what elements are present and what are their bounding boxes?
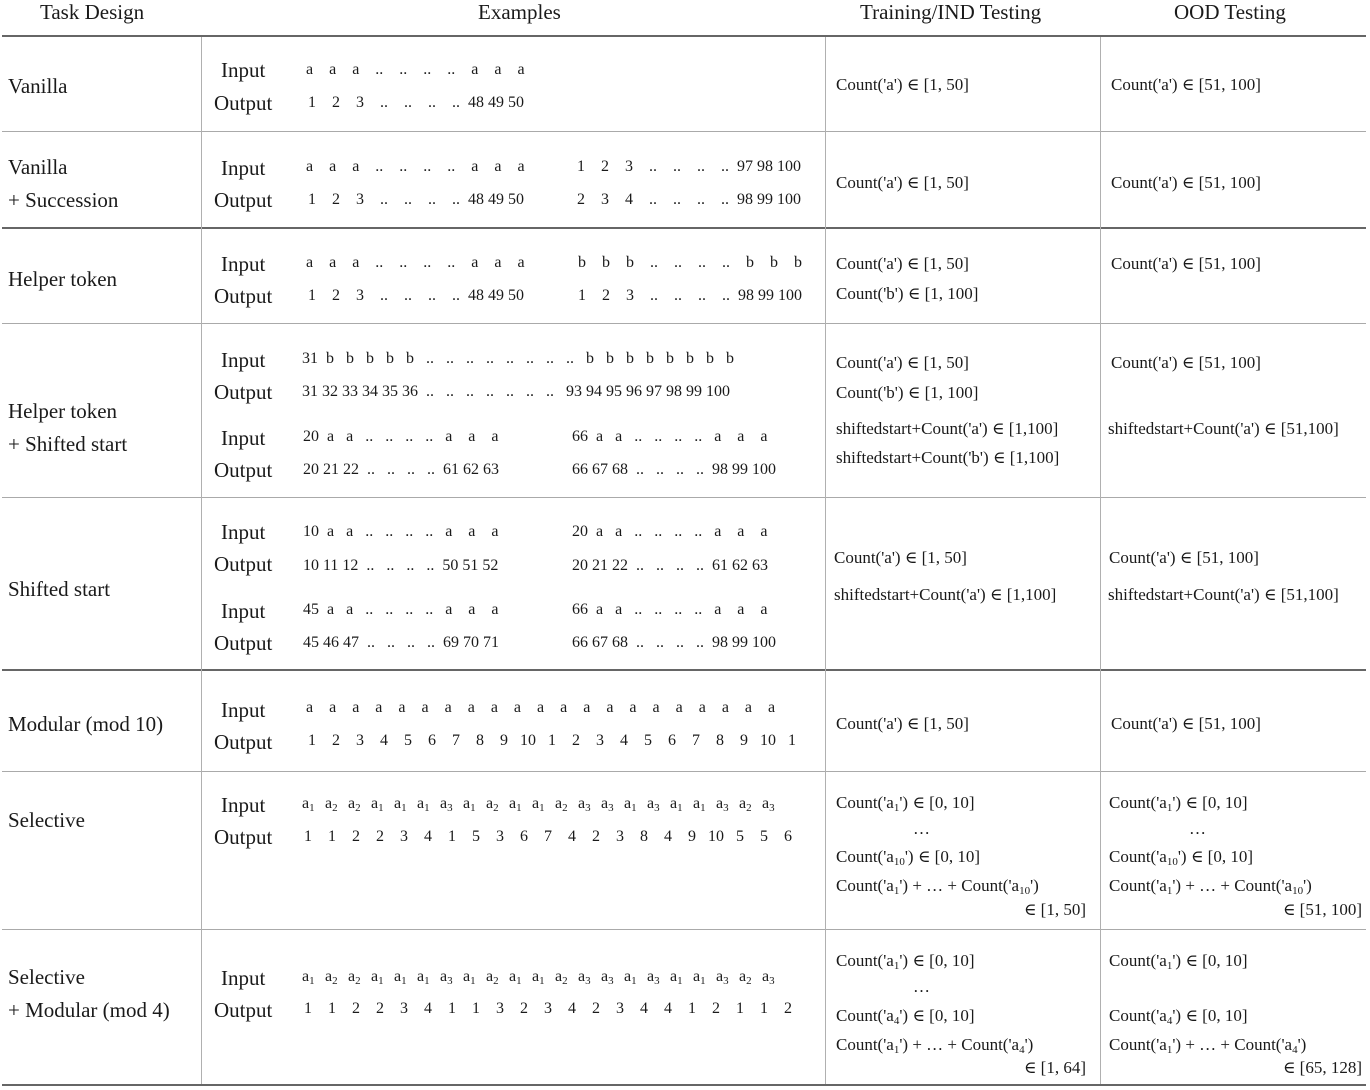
input-sequence: 20 a a .. .. .. .. a a a [572, 523, 768, 540]
output-label: Output [214, 552, 273, 576]
task-label: + Succession [8, 188, 119, 212]
ood-condition: $Count('a_4')$ ∈ [0, 10] [1109, 1006, 1248, 1027]
header-examples: Examples [478, 0, 561, 24]
train-condition: ∈ [1, 64] [1023, 1058, 1086, 1077]
output-sequence: 66 67 68 .. .. .. .. 98 99 100 [572, 634, 776, 651]
train-condition: Count('a') ∈ [1, 50] [834, 548, 967, 567]
task-label: Modular (mod 10) [8, 712, 164, 736]
sequence-token: $a_3$ [578, 795, 591, 814]
input-sequence: 10 a a .. .. .. .. a a a [303, 523, 499, 540]
input-label: Input [221, 793, 266, 817]
header-task-design: Task Design [40, 0, 145, 24]
train-condition: Count('a') ∈ [1, 50] [836, 353, 969, 372]
ellipsis: … [1189, 819, 1206, 838]
sequence-token: $a_3$ [601, 968, 614, 987]
input-sequence: b b b .. .. .. .. b b b [578, 254, 802, 271]
sequence-token: $a_1$ [371, 795, 384, 814]
rule [2, 929, 1366, 930]
train-condition: Count('a') ∈ [1, 50] [836, 714, 969, 733]
sequence-token: $a_3$ [578, 968, 591, 987]
input-sequence: 31 b b b b b .. .. .. .. .. .. .. .. b b b b b b b b [302, 350, 734, 367]
output-sequence: 20 21 22 .. .. .. .. 61 62 63 [303, 461, 499, 478]
sequence-token: $a_2$ [325, 968, 338, 987]
output-label: Output [214, 284, 273, 308]
rule-bottom [2, 1084, 1366, 1086]
sequence-token: $a_1$ [509, 968, 522, 987]
sequence-token: $a_1$ [463, 968, 476, 987]
sequence-token: $a_1$ [394, 795, 407, 814]
sequence-token: $a_2$ [348, 968, 361, 987]
sequence-token: $a_3$ [440, 795, 453, 814]
input-sequence: a a a .. .. .. .. a a a [306, 254, 525, 271]
header-training-ind: Training/IND Testing [860, 0, 1042, 24]
input-sequence: 45 a a .. .. .. .. a a a [303, 601, 499, 618]
train-condition: Count('b') ∈ [1, 100] [836, 284, 979, 303]
sequence-token: $a_1$ [371, 968, 384, 987]
ood-condition: ∈ [65, 128] [1282, 1058, 1362, 1077]
train-condition: $Count('a_4')$ ∈ [0, 10] [836, 1006, 975, 1027]
ood-condition: Count('a') ∈ [51, 100] [1111, 353, 1261, 372]
ood-condition: ∈ [51, 100] [1282, 900, 1362, 919]
sequence-token: $a_2$ [486, 968, 499, 987]
task-label: Vanilla [8, 74, 68, 98]
output-label: Output [214, 380, 273, 404]
rule [2, 323, 1366, 324]
sequence-token: $a_1$ [693, 968, 706, 987]
output-sequence: 1 2 3 4 5 6 7 8 9 10 1 2 3 4 5 6 7 8 9 10 1 [308, 732, 796, 749]
sequence-token: $a_1$ [509, 795, 522, 814]
rule-group [2, 669, 1366, 671]
input-label: Input [221, 426, 266, 450]
ellipsis: … [913, 977, 930, 996]
input-label: Input [221, 966, 266, 990]
sequence-token: $a_2$ [555, 795, 568, 814]
train-condition: $Count('a_1')$ ∈ [0, 10] [836, 793, 975, 814]
rule [2, 131, 1366, 132]
input-sequence: 66 a a .. .. .. .. a a a [572, 601, 768, 618]
sequence-token: $a_2$ [325, 795, 338, 814]
train-condition: shiftedstart+Count('a') ∈ [1,100] [836, 419, 1059, 438]
sequence-token: $a_1$ [532, 968, 545, 987]
output-sequence: 31 32 33 34 35 36 .. .. .. .. .. .. .. 93 94 95 96 97 98 99 100 [302, 383, 730, 400]
input-label: Input [221, 698, 266, 722]
sequence-token: $a_1$ [302, 795, 315, 814]
column-separator [201, 37, 202, 1084]
rule-top [2, 35, 1366, 37]
task-label: + Shifted start [8, 432, 128, 456]
sequence-token: $a_1$ [670, 968, 683, 987]
input-sequence: a a a .. .. .. .. a a a [306, 158, 525, 175]
rule-group [2, 227, 1366, 229]
task-label: + Modular (mod 4) [8, 998, 170, 1022]
output-sequence: 1 2 3 .. .. .. .. 48 49 50 [308, 94, 524, 111]
input-label: Input [221, 58, 266, 82]
sequence-token: $a_1$ [693, 795, 706, 814]
ood-condition: $Count('a_1')$ + … + $Count('a_{10}')$ [1109, 876, 1312, 897]
sequence-token: $a_2$ [739, 968, 752, 987]
output-label: Output [214, 188, 273, 212]
train-condition: Count('a') ∈ [1, 50] [836, 254, 969, 273]
input-sequence: 1 2 3 .. .. .. .. 97 98 100 [577, 158, 801, 175]
sequence-token: $a_3$ [762, 968, 775, 987]
sequence-token: $a_1$ [417, 795, 430, 814]
sequence-token: $a_1$ [624, 968, 637, 987]
task-label: Helper token [8, 267, 118, 291]
sequence-token: $a_2$ [555, 968, 568, 987]
train-condition: $Count('a_1')$ + … + $Count('a_4')$ [836, 1035, 1034, 1056]
input-sequence: 66 a a .. .. .. .. a a a [572, 428, 768, 445]
input-sequence [302, 967, 785, 987]
sequence-token: $a_2$ [739, 795, 752, 814]
ood-condition: shiftedstart+Count('a') ∈ [51,100] [1108, 419, 1339, 438]
sequence-token: $a_3$ [716, 968, 729, 987]
train-condition: shiftedstart+Count('a') ∈ [1,100] [834, 585, 1057, 604]
output-sequence: 20 21 22 .. .. .. .. 61 62 63 [572, 557, 768, 574]
output-label: Output [214, 458, 273, 482]
sequence-token: $a_3$ [762, 795, 775, 814]
output-label: Output [214, 91, 273, 115]
output-sequence: 1 2 3 .. .. .. .. 98 99 100 [578, 287, 802, 304]
column-separator [1100, 37, 1101, 1084]
output-label: Output [214, 730, 273, 754]
ood-condition: Count('a') ∈ [51, 100] [1111, 75, 1261, 94]
sequence-token: $a_3$ [440, 968, 453, 987]
sequence-token: $a_3$ [647, 968, 660, 987]
sequence-token: $a_1$ [394, 968, 407, 987]
sequence-token: $a_2$ [486, 795, 499, 814]
ood-condition: $Count('a_1')$ ∈ [0, 10] [1109, 793, 1248, 814]
output-sequence: 1 2 3 .. .. .. .. 48 49 50 [308, 287, 524, 304]
input-label: Input [221, 348, 266, 372]
output-sequence: 1 1 2 2 3 4 1 5 3 6 7 4 2 3 8 4 9 10 5 5 6 [304, 828, 792, 845]
output-sequence: 2 3 4 .. .. .. .. 98 99 100 [577, 191, 801, 208]
train-condition: Count('b') ∈ [1, 100] [836, 383, 979, 402]
output-label: Output [214, 631, 273, 655]
column-separator [825, 37, 826, 1084]
ood-condition: Count('a') ∈ [51, 100] [1111, 254, 1261, 273]
sequence-token: $a_1$ [463, 795, 476, 814]
ood-condition: shiftedstart+Count('a') ∈ [51,100] [1108, 585, 1339, 604]
task-label: Helper token [8, 399, 118, 423]
train-condition: $Count('a_{10}')$ ∈ [0, 10] [836, 847, 980, 868]
ood-condition: Count('a') ∈ [51, 100] [1111, 173, 1261, 192]
sequence-token: $a_1$ [417, 968, 430, 987]
ood-condition: $Count('a_1')$ + … + $Count('a_4')$ [1109, 1035, 1307, 1056]
header-ood: OOD Testing [1174, 0, 1286, 24]
output-sequence: 45 46 47 .. .. .. .. 69 70 71 [303, 634, 499, 651]
sequence-token: $a_3$ [647, 795, 660, 814]
train-condition: $Count('a_1')$ + … + $Count('a_{10}')$ [836, 876, 1039, 897]
output-sequence: 1 2 3 .. .. .. .. 48 49 50 [308, 191, 524, 208]
task-label: Selective [8, 965, 85, 989]
task-label: Shifted start [8, 577, 111, 601]
sequence-token: $a_1$ [624, 795, 637, 814]
sequence-token: $a_1$ [302, 968, 315, 987]
rule [2, 497, 1366, 498]
input-label: Input [221, 156, 266, 180]
input-sequence: 20 a a .. .. .. .. a a a [303, 428, 499, 445]
input-sequence [302, 794, 785, 814]
ood-condition: $Count('a_1')$ ∈ [0, 10] [1109, 951, 1248, 972]
task-label: Vanilla [8, 155, 68, 179]
sequence-token: $a_3$ [716, 795, 729, 814]
rule [2, 771, 1366, 772]
input-sequence: a a a a a a a a a a a a a a a a a a a a a [306, 699, 776, 716]
sequence-token: $a_1$ [670, 795, 683, 814]
ood-condition: Count('a') ∈ [51, 100] [1109, 548, 1259, 567]
output-sequence: 66 67 68 .. .. .. .. 98 99 100 [572, 461, 776, 478]
train-condition: Count('a') ∈ [1, 50] [836, 75, 969, 94]
input-label: Input [221, 520, 266, 544]
sequence-token: $a_2$ [348, 795, 361, 814]
output-sequence: 1 1 2 2 3 4 1 1 3 2 3 4 2 3 4 4 1 2 1 1 2 [304, 1000, 792, 1017]
input-label: Input [221, 599, 266, 623]
output-label: Output [214, 825, 273, 849]
input-sequence: a a a .. .. .. .. a a a [306, 61, 525, 78]
output-sequence: 10 11 12 .. .. .. .. 50 51 52 [303, 557, 499, 574]
output-label: Output [214, 998, 273, 1022]
task-label: Selective [8, 808, 85, 832]
ood-condition: Count('a') ∈ [51, 100] [1111, 714, 1261, 733]
train-condition: Count('a') ∈ [1, 50] [836, 173, 969, 192]
ellipsis: … [913, 819, 930, 838]
sequence-token: $a_3$ [601, 795, 614, 814]
input-label: Input [221, 252, 266, 276]
train-condition: ∈ [1, 50] [1023, 900, 1086, 919]
train-condition: shiftedstart+Count('b') ∈ [1,100] [836, 448, 1060, 467]
sequence-token: $a_1$ [532, 795, 545, 814]
ood-condition: $Count('a_{10}')$ ∈ [0, 10] [1109, 847, 1253, 868]
train-condition: $Count('a_1')$ ∈ [0, 10] [836, 951, 975, 972]
